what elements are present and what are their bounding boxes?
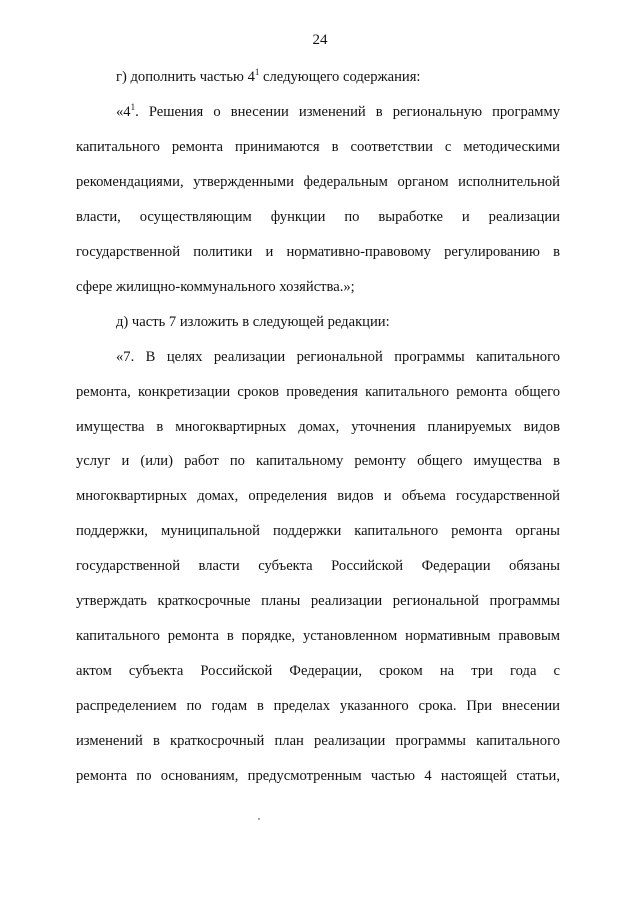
text-line: власти, осуществляющим функции по выработке и реализации <box>76 209 560 225</box>
text-line: д) часть 7 изложить в следующей редакции: <box>116 314 390 330</box>
text-line: поддержки, муниципальной поддержки капитального ремонта органы <box>76 523 560 539</box>
text-run: г) дополнить частью 4 <box>116 69 255 85</box>
text-line: рекомендациями, утвержденными федеральным органом исполнительной <box>76 174 560 190</box>
text-line: услуг и (или) работ по капитальному ремонту общего имущества в <box>76 453 560 469</box>
text-run: следующего содержания: <box>259 69 421 85</box>
text-line: «7. В целях реализации региональной программы капитального <box>116 349 560 365</box>
text-line: государственной политики и нормативно-правовому регулированию в <box>76 244 560 260</box>
text-line: многоквартирных домах, определения видов и объема государственной <box>76 488 560 504</box>
text-line <box>116 67 560 87</box>
text-line: государственной власти субъекта Российской Федерации обязаны <box>76 558 560 574</box>
text-line: имущества в многоквартирных домах, уточнения планируемых видов <box>76 419 560 435</box>
text-line: капитального ремонта принимаются в соответствии с методическими <box>76 139 560 155</box>
superscript: 1 <box>130 102 136 113</box>
text-line <box>116 102 560 122</box>
text-run: . Решения о внесении изменений в региональную программу <box>135 104 560 120</box>
text-line: распределением по годам в пределах указанного срока. При внесении <box>76 698 560 714</box>
text-line: изменений в краткосрочный план реализации программы капитального <box>76 733 560 749</box>
text-line: сфере жилищно-коммунального хозяйства.»; <box>76 279 355 295</box>
scan-speck <box>258 818 260 820</box>
page-number: 24 <box>312 32 328 48</box>
text-line: ремонта, конкретизации сроков проведения капитального ремонта общего <box>76 384 560 400</box>
text-line: утверждать краткосрочные планы реализации региональной программы <box>76 593 560 609</box>
text-line: актом субъекта Российской Федерации, сроком на три года с <box>76 663 560 679</box>
text-line: капитального ремонта в порядке, установленном нормативным правовым <box>76 628 560 644</box>
text-run: «4 <box>116 104 131 120</box>
text-line: ремонта по основаниям, предусмотренным частью 4 настоящей статьи, <box>76 768 560 784</box>
superscript: 1 <box>254 67 260 78</box>
